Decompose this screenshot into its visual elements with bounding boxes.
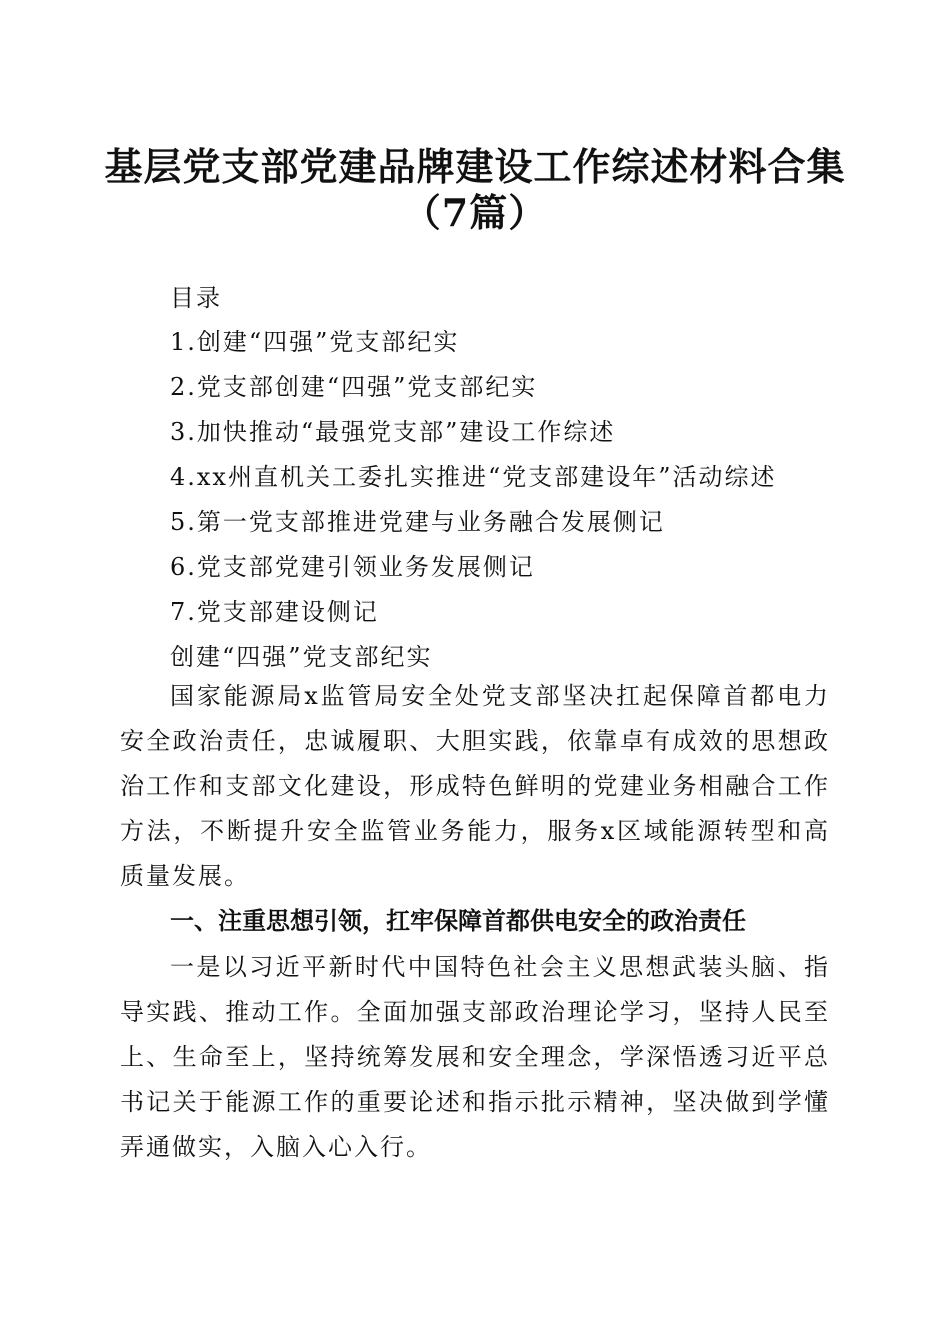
toc-item: 1.创建“四强”党支部纪实 [170,328,460,356]
toc-item: 4.xx州直机关工委扎实推进“党支部建设年”活动综述 [170,463,777,491]
section-paragraph: 一是以习近平新时代中国特色社会主义思想武装头脑、指导实践、推动工作。全面加强支部政治理论学习，坚持人民至上、生命至上，坚持统筹发展和安全理念，学深悟透习近平总书记关于能源工作的重要论述和指示批示精神，坚决做到学懂弄通做实，入脑入心入行。 [120,953,830,1161]
intro-paragraph: 国家能源局x监管局安全处党支部坚决扛起保障首都电力安全政治责任，忠诚履职、大胆实践，依靠卓有成效的思想政治工作和支部文化建设，形成特色鲜明的党建业务相融合工作方法，不断提升安全监管业务能力，服务x区域能源转型和高质量发展。 [120,682,830,890]
toc-item: 2.党支部创建“四强”党支部纪实 [170,373,538,401]
toc-item: 5.第一党支部推进党建与业务融合发展侧记 [170,508,665,536]
toc-heading: 目录 [170,284,222,312]
document-title: 基层党支部党建品牌建设工作综述材料合集 [104,144,846,189]
article-title: 创建“四强”党支部纪实 [170,643,433,671]
toc-item: 7.党支部建设侧记 [170,598,379,626]
toc-item: 6.党支部党建引领业务发展侧记 [170,553,535,581]
section-heading: 一、注重思想引领，扛牢保障首都供电安全的政治责任 [170,907,746,935]
document-title-subtitle: （7篇） [402,190,548,235]
toc-item: 3.加快推动“最强党支部”建设工作综述 [170,418,616,446]
